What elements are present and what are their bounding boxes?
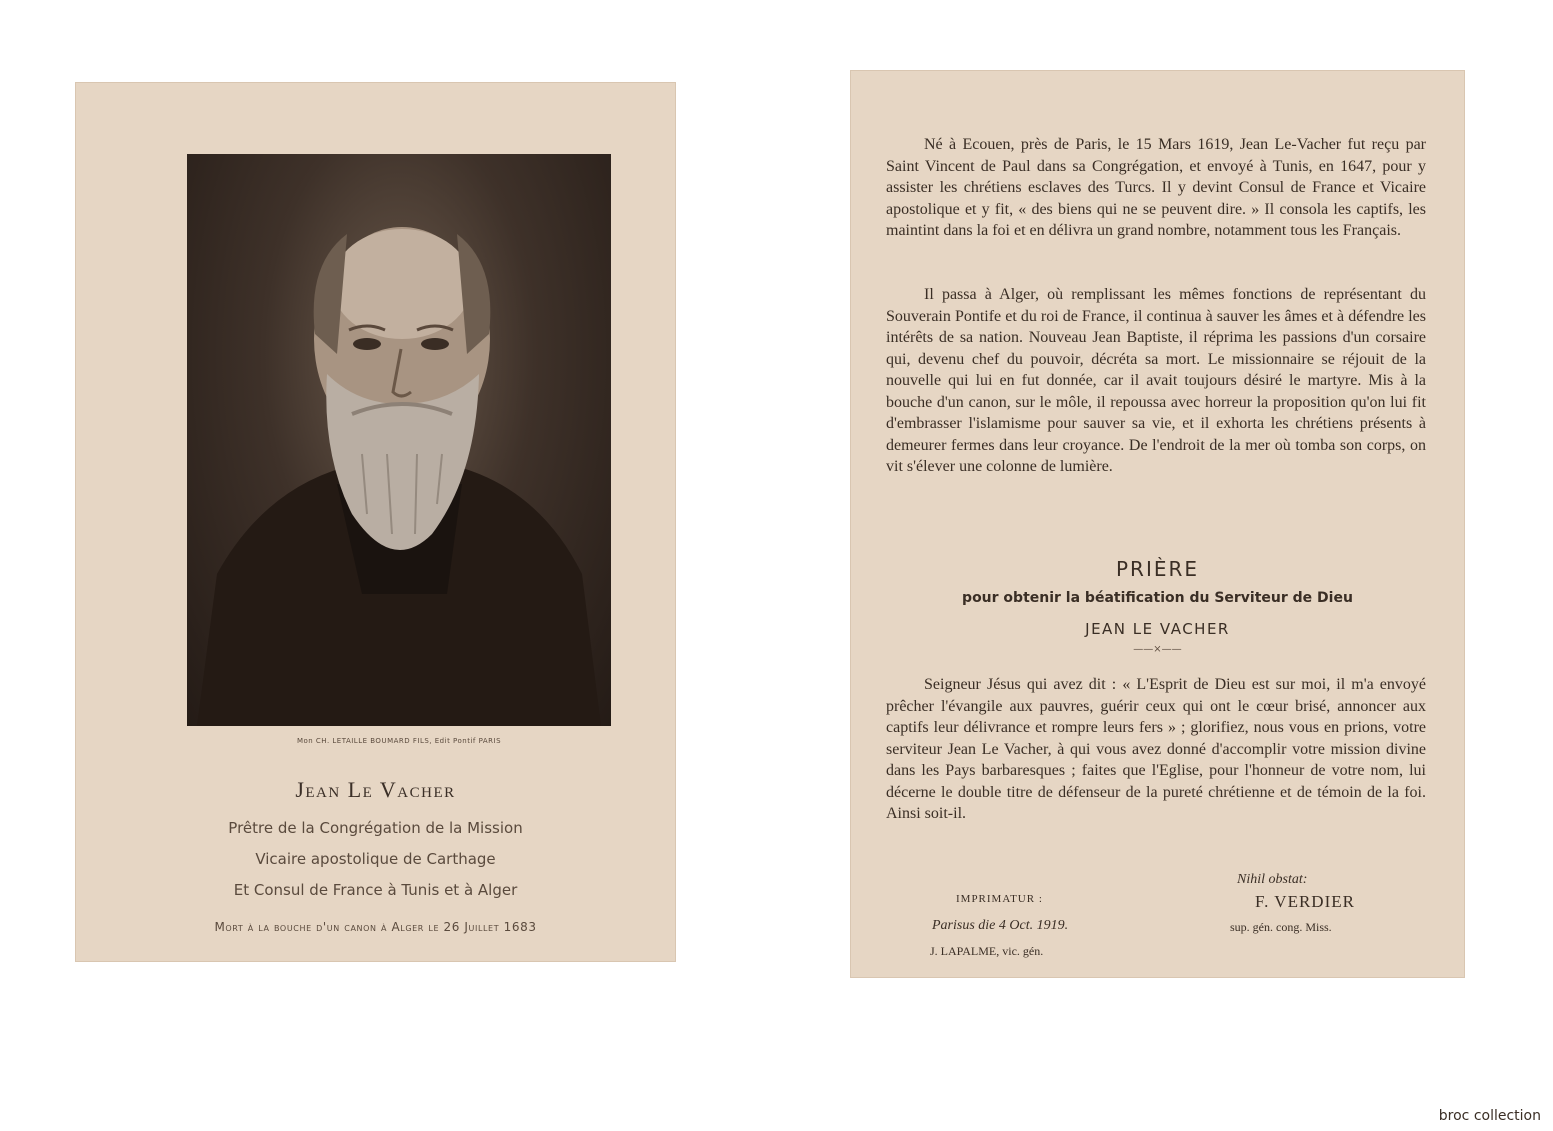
signatory-title: sup. gén. cong. Miss. bbox=[1230, 920, 1332, 934]
front-subtitle-line: Et Consul de France à Tunis et à Alger bbox=[233, 881, 518, 899]
prayer-heading: PRIÈRE bbox=[1115, 557, 1200, 581]
front-subtitle-line: Prêtre de la Congrégation de la Mission bbox=[228, 819, 523, 837]
prayer-subheading: pour obtenir la béatification du Serviteur de Dieu bbox=[962, 590, 1353, 606]
prayer-subject-name: JEAN LE VACHER bbox=[1085, 620, 1230, 638]
imprimatur-label: IMPRIMATUR : bbox=[956, 893, 1043, 905]
biography-paragraph-2: Il passa à Alger, où remplissant les mêmes fonctions de représentant du Souverain Pontife et du roi de France, il continua à sauver les âmes et à défendre les intérêts de sa nation. Nouveau Jean Baptiste, il réprima les passions d'un corsaire qui, devenu chef du pouvoir, décréta sa mort. Le missionnaire se réjouit de la nouvelle qui lui en fut donnée, car il avait toujours désiré le martyre. Mis à la bouche d'un canon, sur le môle, il repoussa avec horreur la proposition qu'on lui fit d'embrasser l'islamisme pour sauver sa vie, et il exhorta les chrétiens présents à demeurer fermes dans leur croyance. De l'endroit de la mer où tomba son corps, on vit s'élever une colonne de lumière. bbox=[886, 286, 1426, 475]
portrait-figure bbox=[187, 154, 611, 726]
watermark: broc collection bbox=[1438, 1108, 1541, 1124]
portrait-engraving bbox=[187, 154, 611, 726]
biography-paragraph-1: Né à Ecouen, près de Paris, le 15 Mars 1619, Jean Le-Vacher fut reçu par Saint Vincent de Paul dans sa Congrégation, et envoyé à Tunis, en 1647, pour y assister les chrétiens esclaves des Turcs. Il y devint Consul de France et Vicaire apostolique et y fit, « des biens qui ne se peuvent dire. » Il consola les captifs, les maintint dans la foi et en délivra un grand nombre, notamment tous les Français. bbox=[886, 136, 1426, 239]
card-back bbox=[850, 70, 1465, 978]
imprimatur-signatory: J. LAPALME, vic. gén. bbox=[930, 944, 1044, 958]
ornament-divider: ——×—— bbox=[1133, 644, 1182, 655]
card-front bbox=[75, 82, 676, 962]
imprimatur-date: Parisus die 4 Oct. 1919. bbox=[932, 918, 1069, 933]
prayer-text: Seigneur Jésus qui avez dit : « L'Esprit de Dieu est sur moi, il m'a envoyé prêcher l'évangile aux pauvres, guérir ceux qui ont le cœur brisé, annoncer aux captifs leur délivrance et rompre leurs fers » ; glorifiez, nous vous en prions, votre serviteur Jean Le Vacher, à qui vous avez donné d'accomplir votre mission divine dans les Pays barbaresques ; faites que l'Eglise, pour l'honneur de votre nom, lui décerne le double titre de défenseur de la pureté chrétienne et de témoin de la foi. Ainsi soit-il. bbox=[886, 676, 1426, 822]
death-line: Mort à la bouche d'un canon à Alger le 26 Juillet 1683 bbox=[214, 920, 537, 934]
front-title: Jean Le Vacher bbox=[295, 777, 456, 802]
nihil-obstat-label: Nihil obstat: bbox=[1237, 872, 1308, 887]
publisher-imprint: Mon CH. LETAILLE BOUMARD FILS, Edit Pontif PARIS bbox=[296, 737, 502, 745]
nihil-obstat-signatory: F. VERDIER bbox=[1255, 892, 1355, 911]
front-subtitle-line: Vicaire apostolique de Carthage bbox=[255, 850, 496, 868]
